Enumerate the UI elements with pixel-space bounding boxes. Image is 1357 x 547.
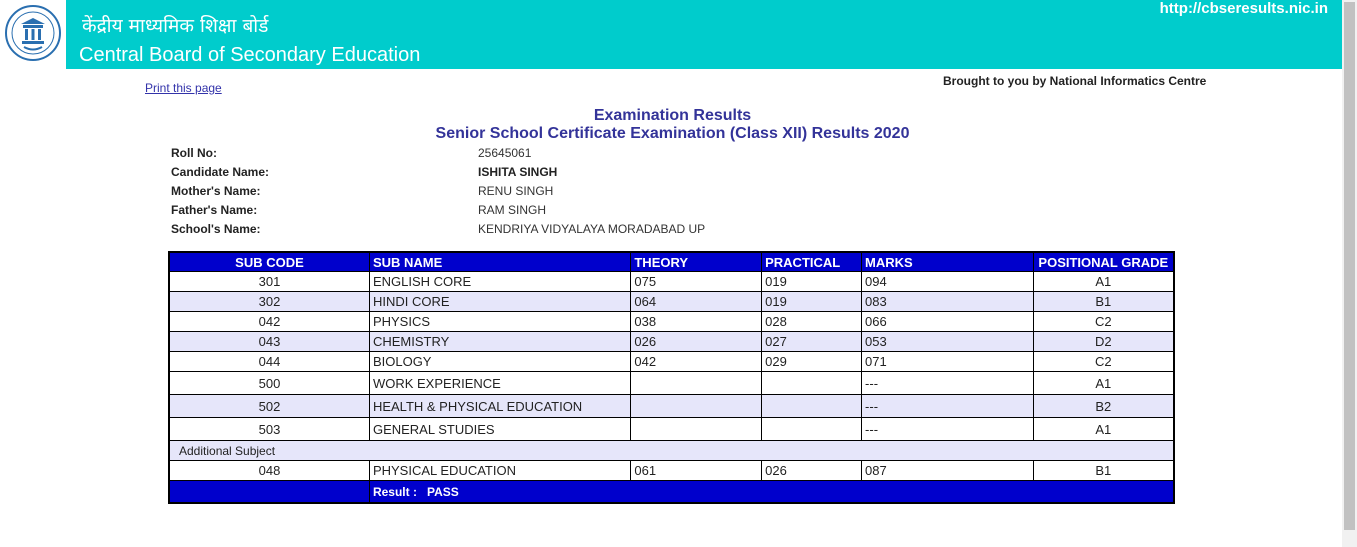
col-header-sub-name: SUB NAME <box>369 252 630 272</box>
grade-cell: B2 <box>1033 395 1174 418</box>
mother-name-label: Mother's Name: <box>171 184 261 198</box>
theory-cell: 042 <box>631 352 762 372</box>
theory-cell: 038 <box>631 312 762 332</box>
grade-cell: D2 <box>1033 332 1174 352</box>
grade-cell: A1 <box>1033 372 1174 395</box>
result-label: Result : <box>372 484 417 499</box>
school-name-value: KENDRIYA VIDYALAYA MORADABAD UP <box>478 222 706 236</box>
marks-cell: 053 <box>862 332 1034 352</box>
sub-code-cell: 043 <box>169 332 369 352</box>
marks-cell: --- <box>862 418 1034 441</box>
practical-cell: 019 <box>762 292 862 312</box>
sub-name-cell: PHYSICS <box>369 312 630 332</box>
theory-cell <box>631 395 762 418</box>
school-name-row <box>171 222 1071 241</box>
board-name-english: Central Board of Secondary Education <box>79 44 421 66</box>
sub-code-cell: 503 <box>169 418 369 441</box>
table-row <box>169 461 1174 481</box>
marks-cell: 071 <box>862 352 1034 372</box>
sub-code-cell: 500 <box>169 372 369 395</box>
grade-cell: A1 <box>1033 272 1174 292</box>
result-row <box>169 481 1174 504</box>
site-url: http://cbseresults.nic.in <box>1159 0 1328 17</box>
marks-table <box>168 251 1175 504</box>
practical-cell <box>762 395 862 418</box>
sub-code-cell: 042 <box>169 312 369 332</box>
grade-cell: C2 <box>1033 312 1174 332</box>
table-row <box>169 418 1174 441</box>
practical-cell <box>762 372 862 395</box>
marks-cell: 094 <box>862 272 1034 292</box>
sub-name-cell: WORK EXPERIENCE <box>369 372 630 395</box>
result-spacer <box>169 481 369 504</box>
candidate-name-row <box>171 165 1071 184</box>
sub-name-cell: PHYSICAL EDUCATION <box>369 461 630 481</box>
practical-cell: 027 <box>762 332 862 352</box>
sub-name-cell: HEALTH & PHYSICAL EDUCATION <box>369 395 630 418</box>
candidate-name-label: Candidate Name: <box>171 165 270 179</box>
table-row <box>169 395 1174 418</box>
grade-cell: B1 <box>1033 292 1174 312</box>
col-header-practical: PRACTICAL <box>762 252 862 272</box>
sub-name-cell: BIOLOGY <box>369 352 630 372</box>
table-row <box>169 312 1174 332</box>
sub-name-cell: HINDI CORE <box>369 292 630 312</box>
roll-no-row <box>171 146 1071 165</box>
result-cell <box>369 481 1174 504</box>
practical-cell: 026 <box>762 461 862 481</box>
exam-title: Senior School Certificate Examination (Class XII) Results 2020 <box>435 125 910 142</box>
cbse-logo-icon <box>4 4 62 62</box>
additional-subject-row <box>169 441 1174 461</box>
marks-cell: 066 <box>862 312 1034 332</box>
sub-name-cell: ENGLISH CORE <box>369 272 630 292</box>
father-name-value: RAM SINGH <box>478 203 547 217</box>
theory-cell <box>631 372 762 395</box>
practical-cell: 029 <box>762 352 862 372</box>
candidate-name-value: ISHITA SINGH <box>478 165 558 179</box>
marks-cell: 087 <box>862 461 1034 481</box>
mother-name-row <box>171 184 1071 203</box>
nic-credit: Brought to you by National Informatics Centre <box>943 74 1207 88</box>
table-row <box>169 372 1174 395</box>
theory-cell: 026 <box>631 332 762 352</box>
roll-no-label: Roll No: <box>171 146 217 160</box>
grade-cell: B1 <box>1033 461 1174 481</box>
table-header-row <box>169 252 1174 272</box>
sub-code-cell: 301 <box>169 272 369 292</box>
practical-cell: 019 <box>762 272 862 292</box>
sub-code-cell: 048 <box>169 461 369 481</box>
roll-no-value: 25645061 <box>478 146 532 160</box>
table-row <box>169 272 1174 292</box>
sub-code-cell: 502 <box>169 395 369 418</box>
board-name-hindi: केंद्रीय माध्यमिक शिक्षा बोर्ड <box>82 15 269 37</box>
marks-cell: --- <box>862 372 1034 395</box>
practical-cell: 028 <box>762 312 862 332</box>
col-header-sub-code: SUB CODE <box>169 252 369 272</box>
sub-name-cell: GENERAL STUDIES <box>369 418 630 441</box>
grade-cell: C2 <box>1033 352 1174 372</box>
father-name-row <box>171 203 1071 222</box>
father-name-label: Father's Name: <box>171 203 258 217</box>
practical-cell <box>762 418 862 441</box>
marks-cell: --- <box>862 395 1034 418</box>
additional-subject-label: Additional Subject <box>169 441 1174 461</box>
col-header-grade: POSITIONAL GRADE <box>1033 252 1174 272</box>
mother-name-value: RENU SINGH <box>478 184 554 198</box>
school-name-label: School's Name: <box>171 222 261 236</box>
table-row <box>169 352 1174 372</box>
print-page-link[interactable]: Print this page <box>145 81 222 95</box>
scrollbar-thumb[interactable] <box>1344 2 1355 530</box>
sub-name-cell: CHEMISTRY <box>369 332 630 352</box>
col-header-theory: THEORY <box>631 252 762 272</box>
sub-code-cell: 302 <box>169 292 369 312</box>
page-title: Examination Results <box>593 107 752 124</box>
logo-container <box>0 0 66 69</box>
grade-cell: A1 <box>1033 418 1174 441</box>
header-banner <box>0 0 1342 69</box>
marks-cell: 083 <box>862 292 1034 312</box>
table-row <box>169 332 1174 352</box>
theory-cell: 075 <box>631 272 762 292</box>
table-row <box>169 292 1174 312</box>
result-value: PASS <box>426 484 459 499</box>
theory-cell: 064 <box>631 292 762 312</box>
sub-code-cell: 044 <box>169 352 369 372</box>
col-header-marks: MARKS <box>862 252 1034 272</box>
theory-cell <box>631 418 762 441</box>
theory-cell: 061 <box>631 461 762 481</box>
